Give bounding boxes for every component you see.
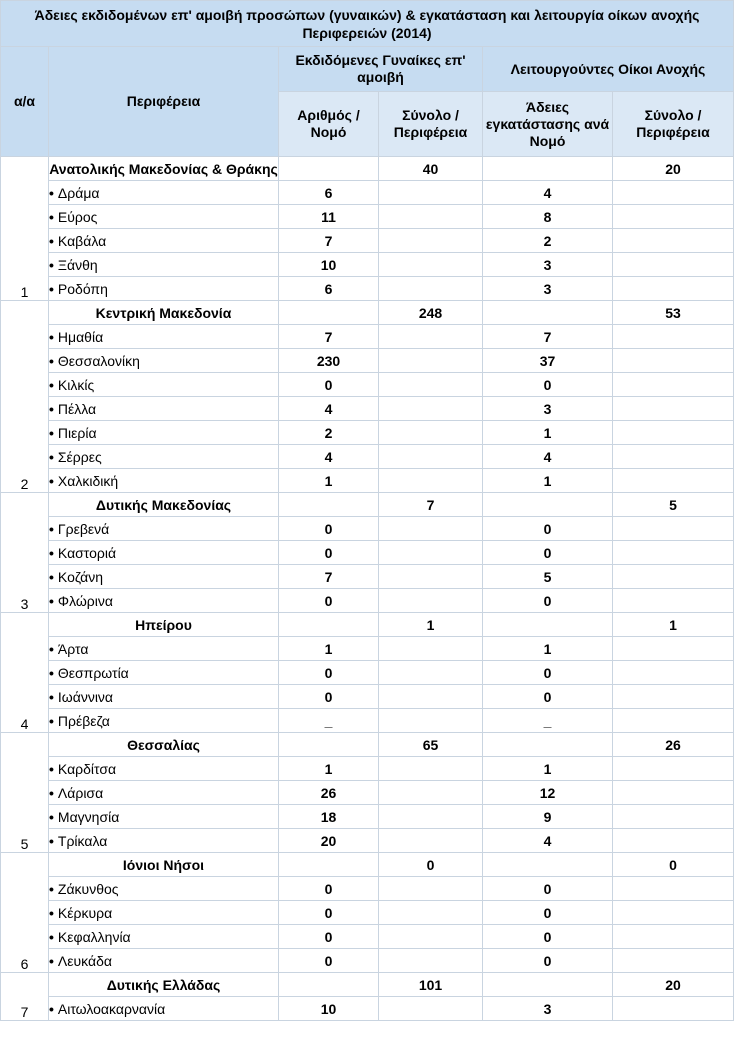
prefecture-women-total-empty: [379, 373, 483, 397]
prefecture-cell: [49, 829, 279, 853]
region-name: Θεσσαλίας: [49, 733, 279, 757]
region-index: 5: [1, 733, 49, 853]
prefecture-houses-total-empty: [613, 877, 734, 901]
region-index: 3: [1, 493, 49, 613]
prefecture-women-total-empty: [379, 949, 483, 973]
region-row: [1, 853, 734, 877]
region-women-total: 65: [379, 733, 483, 757]
prefecture-women-count: 6: [279, 181, 379, 205]
prefecture-row: [1, 469, 734, 493]
prefecture-women-total-empty: [379, 397, 483, 421]
prefecture-cell: [49, 421, 279, 445]
prefecture-row: [1, 781, 734, 805]
region-row: [1, 157, 734, 181]
prefecture-women-count: 0: [279, 589, 379, 613]
prefecture-houses-count: 5: [483, 565, 613, 589]
prefecture-name: Θεσπρωτία: [57, 664, 129, 681]
region-women-total: 101: [379, 973, 483, 997]
prefecture-name: Λευκάδα: [57, 952, 112, 969]
prefecture-women-count: 0: [279, 685, 379, 709]
prefecture-women-count: 1: [279, 757, 379, 781]
prefecture-women-total-empty: [379, 997, 483, 1021]
prefecture-name: Ξάνθη: [57, 256, 98, 273]
prefecture-women-count: 0: [279, 949, 379, 973]
region-houses-total: 53: [613, 301, 734, 325]
prefecture-houses-count: 1: [483, 421, 613, 445]
prefecture-cell: [49, 757, 279, 781]
prefecture-women-total-empty: [379, 901, 483, 925]
prefecture-women-total-empty: [379, 205, 483, 229]
region-houses-empty: [483, 733, 613, 757]
prefecture-cell: [49, 781, 279, 805]
prefecture-women-total-empty: [379, 229, 483, 253]
prefecture-cell: [49, 589, 279, 613]
prefecture-row: [1, 373, 734, 397]
region-houses-total: 0: [613, 853, 734, 877]
prefecture-cell: [49, 397, 279, 421]
prefecture-cell: [49, 949, 279, 973]
prefecture-women-total-empty: [379, 781, 483, 805]
prefecture-houses-total-empty: [613, 997, 734, 1021]
prefecture-houses-count: 9: [483, 805, 613, 829]
prefecture-cell: [49, 877, 279, 901]
prefecture-name: Ζάκυνθος: [57, 880, 119, 897]
prefecture-women-total-empty: [379, 661, 483, 685]
prefecture-houses-total-empty: [613, 541, 734, 565]
prefecture-houses-total-empty: [613, 901, 734, 925]
prefecture-cell: [49, 253, 279, 277]
prefecture-houses-total-empty: [613, 349, 734, 373]
prefecture-women-total-empty: [379, 685, 483, 709]
prefecture-houses-total-empty: [613, 469, 734, 493]
prefecture-women-total-empty: [379, 709, 483, 733]
bullet-icon: •: [49, 328, 54, 345]
prefecture-houses-count: 8: [483, 205, 613, 229]
prefecture-women-count: 10: [279, 253, 379, 277]
prefecture-houses-count: 3: [483, 397, 613, 421]
prefecture-women-count: 11: [279, 205, 379, 229]
prefecture-women-count: 20: [279, 829, 379, 853]
bullet-icon: •: [49, 952, 54, 969]
prefecture-name: Ημαθία: [57, 328, 104, 345]
prefecture-women-count: 230: [279, 349, 379, 373]
prefecture-houses-total-empty: [613, 757, 734, 781]
bullet-icon: •: [49, 424, 54, 441]
prefecture-cell: [49, 373, 279, 397]
prefecture-row: [1, 349, 734, 373]
bullet-icon: •: [49, 232, 54, 249]
region-name: Κεντρική Μακεδονία: [49, 301, 279, 325]
prefecture-houses-total-empty: [613, 709, 734, 733]
prefecture-houses-total-empty: [613, 229, 734, 253]
prefecture-women-count: 0: [279, 517, 379, 541]
bullet-icon: •: [49, 400, 54, 417]
region-index: 7: [1, 973, 49, 1021]
prefecture-row: [1, 925, 734, 949]
prefecture-row: [1, 565, 734, 589]
region-name: Ιόνιοι Νήσοι: [49, 853, 279, 877]
prefecture-cell: [49, 565, 279, 589]
prefecture-women-total-empty: [379, 589, 483, 613]
prefecture-women-total-empty: [379, 517, 483, 541]
prefecture-row: [1, 757, 734, 781]
region-women-total: 248: [379, 301, 483, 325]
prefecture-houses-total-empty: [613, 421, 734, 445]
region-women-total: 7: [379, 493, 483, 517]
prefecture-women-total-empty: [379, 325, 483, 349]
prefecture-women-count: 4: [279, 445, 379, 469]
prefecture-houses-total-empty: [613, 661, 734, 685]
bullet-icon: •: [49, 520, 54, 537]
prefecture-women-count: 7: [279, 565, 379, 589]
prefecture-women-count: 0: [279, 901, 379, 925]
region-index: 2: [1, 301, 49, 493]
prefecture-women-total-empty: [379, 445, 483, 469]
prefecture-houses-count: 4: [483, 181, 613, 205]
prefecture-cell: [49, 637, 279, 661]
bullet-icon: •: [49, 688, 54, 705]
bullet-icon: •: [49, 880, 54, 897]
region-women-empty: [279, 157, 379, 181]
prefecture-houses-count: 0: [483, 373, 613, 397]
prefecture-cell: [49, 925, 279, 949]
prefecture-cell: [49, 997, 279, 1021]
prefecture-houses-total-empty: [613, 637, 734, 661]
bullet-icon: •: [49, 568, 54, 585]
prefecture-houses-total-empty: [613, 253, 734, 277]
region-row: [1, 301, 734, 325]
bullet-icon: •: [49, 208, 54, 225]
prefecture-houses-count: 0: [483, 517, 613, 541]
prefecture-cell: [49, 469, 279, 493]
region-houses-empty: [483, 493, 613, 517]
bullet-icon: •: [49, 640, 54, 657]
bullet-icon: •: [49, 448, 54, 465]
prefecture-houses-total-empty: [613, 277, 734, 301]
prefecture-women-total-empty: [379, 805, 483, 829]
region-index: 4: [1, 613, 49, 733]
prefecture-women-count: _: [279, 709, 379, 733]
prefecture-houses-count: 0: [483, 925, 613, 949]
region-name: Δυτικής Ελλάδας: [49, 973, 279, 997]
prefecture-row: [1, 181, 734, 205]
prefecture-houses-count: 4: [483, 829, 613, 853]
prefecture-women-total-empty: [379, 253, 483, 277]
prefecture-cell: [49, 229, 279, 253]
region-row: [1, 493, 734, 517]
region-row: [1, 733, 734, 757]
prefecture-cell: [49, 445, 279, 469]
prefecture-name: Δράμα: [57, 184, 100, 201]
prefecture-name: Κεφαλληνία: [57, 928, 131, 945]
prefecture-houses-count: _: [483, 709, 613, 733]
prefecture-women-count: 4: [279, 397, 379, 421]
region-index: 1: [1, 157, 49, 301]
prefecture-name: Φλώρινα: [57, 592, 113, 609]
prefecture-name: Κιλκίς: [57, 376, 95, 393]
prefecture-row: [1, 397, 734, 421]
prefecture-name: Αιτωλοακαρνανία: [57, 1000, 166, 1017]
prefecture-houses-total-empty: [613, 685, 734, 709]
prefecture-name: Ροδόπη: [57, 280, 108, 297]
prefecture-women-count: 10: [279, 997, 379, 1021]
prefecture-houses-total-empty: [613, 181, 734, 205]
region-women-empty: [279, 493, 379, 517]
prefecture-name: Κοζάνη: [57, 568, 103, 585]
bullet-icon: •: [49, 376, 54, 393]
bullet-icon: •: [49, 712, 54, 729]
prefecture-name: Καρδίτσα: [57, 760, 117, 777]
prefecture-name: Ιωάννινα: [57, 688, 114, 705]
prefecture-houses-total-empty: [613, 325, 734, 349]
prefecture-women-total-empty: [379, 565, 483, 589]
women-group-header: Εκδιδόμενες Γυναίκες επ' αμοιβή: [279, 47, 483, 92]
prefecture-name: Εύρος: [57, 208, 98, 225]
region-women-total: 1: [379, 613, 483, 637]
prefecture-row: [1, 229, 734, 253]
prefecture-women-count: 0: [279, 541, 379, 565]
prefecture-row: [1, 637, 734, 661]
region-women-total: 0: [379, 853, 483, 877]
prefecture-name: Γρεβενά: [57, 520, 110, 537]
bullet-icon: •: [49, 352, 54, 369]
region-header: Περιφέρεια: [49, 47, 279, 157]
prefecture-houses-total-empty: [613, 517, 734, 541]
prefecture-cell: [49, 349, 279, 373]
prefecture-row: [1, 421, 734, 445]
prefecture-houses-count: 0: [483, 901, 613, 925]
prefecture-houses-total-empty: [613, 949, 734, 973]
bullet-icon: •: [49, 472, 54, 489]
bullet-icon: •: [49, 784, 54, 801]
prefecture-row: [1, 877, 734, 901]
prefecture-name: Κέρκυρα: [57, 904, 113, 921]
prefecture-row: [1, 325, 734, 349]
prefecture-houses-count: 7: [483, 325, 613, 349]
region-women-total: 40: [379, 157, 483, 181]
prefecture-name: Λάρισα: [57, 784, 104, 801]
region-index: 6: [1, 853, 49, 973]
prefecture-row: [1, 949, 734, 973]
prefecture-women-count: 26: [279, 781, 379, 805]
prefecture-women-count: 7: [279, 229, 379, 253]
houses-group-header: Λειτουργούντες Οίκοι Ανοχής: [483, 47, 734, 92]
prefecture-women-count: 1: [279, 469, 379, 493]
prefecture-houses-count: 0: [483, 661, 613, 685]
region-houses-total: 20: [613, 157, 734, 181]
region-women-empty: [279, 301, 379, 325]
prefecture-row: [1, 253, 734, 277]
prefecture-name: Καβάλα: [57, 232, 107, 249]
prefecture-women-total-empty: [379, 469, 483, 493]
prefecture-women-total-empty: [379, 277, 483, 301]
region-houses-total: 26: [613, 733, 734, 757]
prefecture-cell: [49, 517, 279, 541]
prefecture-cell: [49, 277, 279, 301]
prefecture-cell: [49, 325, 279, 349]
prefecture-women-total-empty: [379, 877, 483, 901]
prefecture-cell: [49, 541, 279, 565]
prefecture-houses-count: 3: [483, 997, 613, 1021]
region-houses-empty: [483, 973, 613, 997]
bullet-icon: •: [49, 808, 54, 825]
bullet-icon: •: [49, 760, 54, 777]
prefecture-cell: [49, 685, 279, 709]
prefecture-row: [1, 205, 734, 229]
index-header: α/α: [1, 47, 49, 157]
region-row: [1, 973, 734, 997]
prefecture-women-total-empty: [379, 637, 483, 661]
prefecture-row: [1, 901, 734, 925]
bullet-icon: •: [49, 256, 54, 273]
prefecture-row: [1, 589, 734, 613]
prefecture-houses-count: 3: [483, 253, 613, 277]
prefecture-row: [1, 661, 734, 685]
prefecture-row: [1, 445, 734, 469]
bullet-icon: •: [49, 592, 54, 609]
prefecture-women-count: 0: [279, 661, 379, 685]
prefecture-women-count: 2: [279, 421, 379, 445]
prefecture-women-count: 7: [279, 325, 379, 349]
prefecture-name: Σέρρες: [57, 448, 102, 465]
prefecture-cell: [49, 709, 279, 733]
prefecture-houses-total-empty: [613, 373, 734, 397]
prefecture-women-total-empty: [379, 181, 483, 205]
region-houses-empty: [483, 853, 613, 877]
prefecture-row: [1, 541, 734, 565]
prefecture-name: Θεσσαλονίκη: [57, 352, 140, 369]
prefecture-row: [1, 805, 734, 829]
region-women-empty: [279, 733, 379, 757]
prefecture-houses-count: 37: [483, 349, 613, 373]
region-houses-total: 20: [613, 973, 734, 997]
bullet-icon: •: [49, 904, 54, 921]
table-title: Άδειες εκδιδομένων επ' αμοιβή προσώπων (γυναικών) & εγκατάσταση και λειτουργία οίκων ανοχής Περιφερειών (2014): [1, 1, 734, 47]
bullet-icon: •: [49, 280, 54, 297]
prefecture-row: [1, 277, 734, 301]
prefecture-houses-total-empty: [613, 925, 734, 949]
prefecture-houses-count: 1: [483, 469, 613, 493]
prefecture-women-total-empty: [379, 925, 483, 949]
prefecture-name: Άρτα: [57, 640, 89, 657]
prefecture-women-count: 18: [279, 805, 379, 829]
prefecture-cell: [49, 661, 279, 685]
prefecture-houses-count: 0: [483, 541, 613, 565]
prefecture-cell: [49, 205, 279, 229]
prefecture-houses-count: 0: [483, 685, 613, 709]
region-houses-empty: [483, 301, 613, 325]
women-total-header: Σύνολο / Περιφέρεια: [379, 92, 483, 157]
region-houses-empty: [483, 613, 613, 637]
prefecture-houses-total-empty: [613, 565, 734, 589]
prefecture-houses-total-empty: [613, 805, 734, 829]
prefecture-name: Χαλκιδική: [57, 472, 119, 489]
houses-licenses-header: Άδειες εγκατάστασης ανά Νομό: [483, 92, 613, 157]
bullet-icon: •: [49, 184, 54, 201]
prefecture-houses-count: 12: [483, 781, 613, 805]
prefecture-houses-count: 4: [483, 445, 613, 469]
prefecture-women-total-empty: [379, 421, 483, 445]
houses-total-header: Σύνολο / Περιφέρεια: [613, 92, 734, 157]
prefecture-row: [1, 517, 734, 541]
prefecture-houses-total-empty: [613, 445, 734, 469]
prefecture-houses-total-empty: [613, 589, 734, 613]
women-per-prefecture-header: Αριθμός / Νομό: [279, 92, 379, 157]
prefecture-houses-count: 1: [483, 757, 613, 781]
prefecture-houses-count: 1: [483, 637, 613, 661]
region-houses-empty: [483, 157, 613, 181]
prefecture-houses-count: 3: [483, 277, 613, 301]
prefecture-row: [1, 685, 734, 709]
prefecture-name: Πρέβεζα: [57, 712, 110, 729]
prefecture-cell: [49, 901, 279, 925]
prefecture-name: Καστοριά: [57, 544, 117, 561]
prefecture-name: Πέλλα: [57, 400, 97, 417]
prefecture-houses-count: 0: [483, 877, 613, 901]
prefecture-women-total-empty: [379, 757, 483, 781]
region-name: Ηπείρου: [49, 613, 279, 637]
bullet-icon: •: [49, 664, 54, 681]
prefecture-women-total-empty: [379, 541, 483, 565]
prefecture-cell: [49, 805, 279, 829]
prefecture-women-count: 0: [279, 373, 379, 397]
region-houses-total: 1: [613, 613, 734, 637]
prefecture-women-count: 0: [279, 877, 379, 901]
prefecture-women-count: 6: [279, 277, 379, 301]
region-name: Δυτικής Μακεδονίας: [49, 493, 279, 517]
bullet-icon: •: [49, 1000, 54, 1017]
prefecture-women-count: 0: [279, 925, 379, 949]
prefecture-row: [1, 997, 734, 1021]
region-women-empty: [279, 613, 379, 637]
prefecture-name: Πιερία: [57, 424, 97, 441]
prefecture-name: Μαγνησία: [57, 808, 120, 825]
region-houses-total: 5: [613, 493, 734, 517]
region-women-empty: [279, 973, 379, 997]
prefecture-row: [1, 709, 734, 733]
prefecture-women-total-empty: [379, 349, 483, 373]
region-women-empty: [279, 853, 379, 877]
bullet-icon: •: [49, 832, 54, 849]
prefecture-cell: [49, 181, 279, 205]
prefecture-houses-count: 0: [483, 949, 613, 973]
prefecture-houses-total-empty: [613, 829, 734, 853]
prefecture-houses-total-empty: [613, 397, 734, 421]
region-name: Ανατολικής Μακεδονίας & Θράκης: [49, 157, 279, 181]
prefecture-name: Τρίκαλα: [57, 832, 108, 849]
prefecture-women-total-empty: [379, 829, 483, 853]
prefecture-houses-total-empty: [613, 781, 734, 805]
prefecture-houses-count: 2: [483, 229, 613, 253]
prefecture-houses-count: 0: [483, 589, 613, 613]
prefecture-women-count: 1: [279, 637, 379, 661]
bullet-icon: •: [49, 544, 54, 561]
prefecture-houses-total-empty: [613, 205, 734, 229]
prefecture-row: [1, 829, 734, 853]
bullet-icon: •: [49, 928, 54, 945]
region-row: [1, 613, 734, 637]
